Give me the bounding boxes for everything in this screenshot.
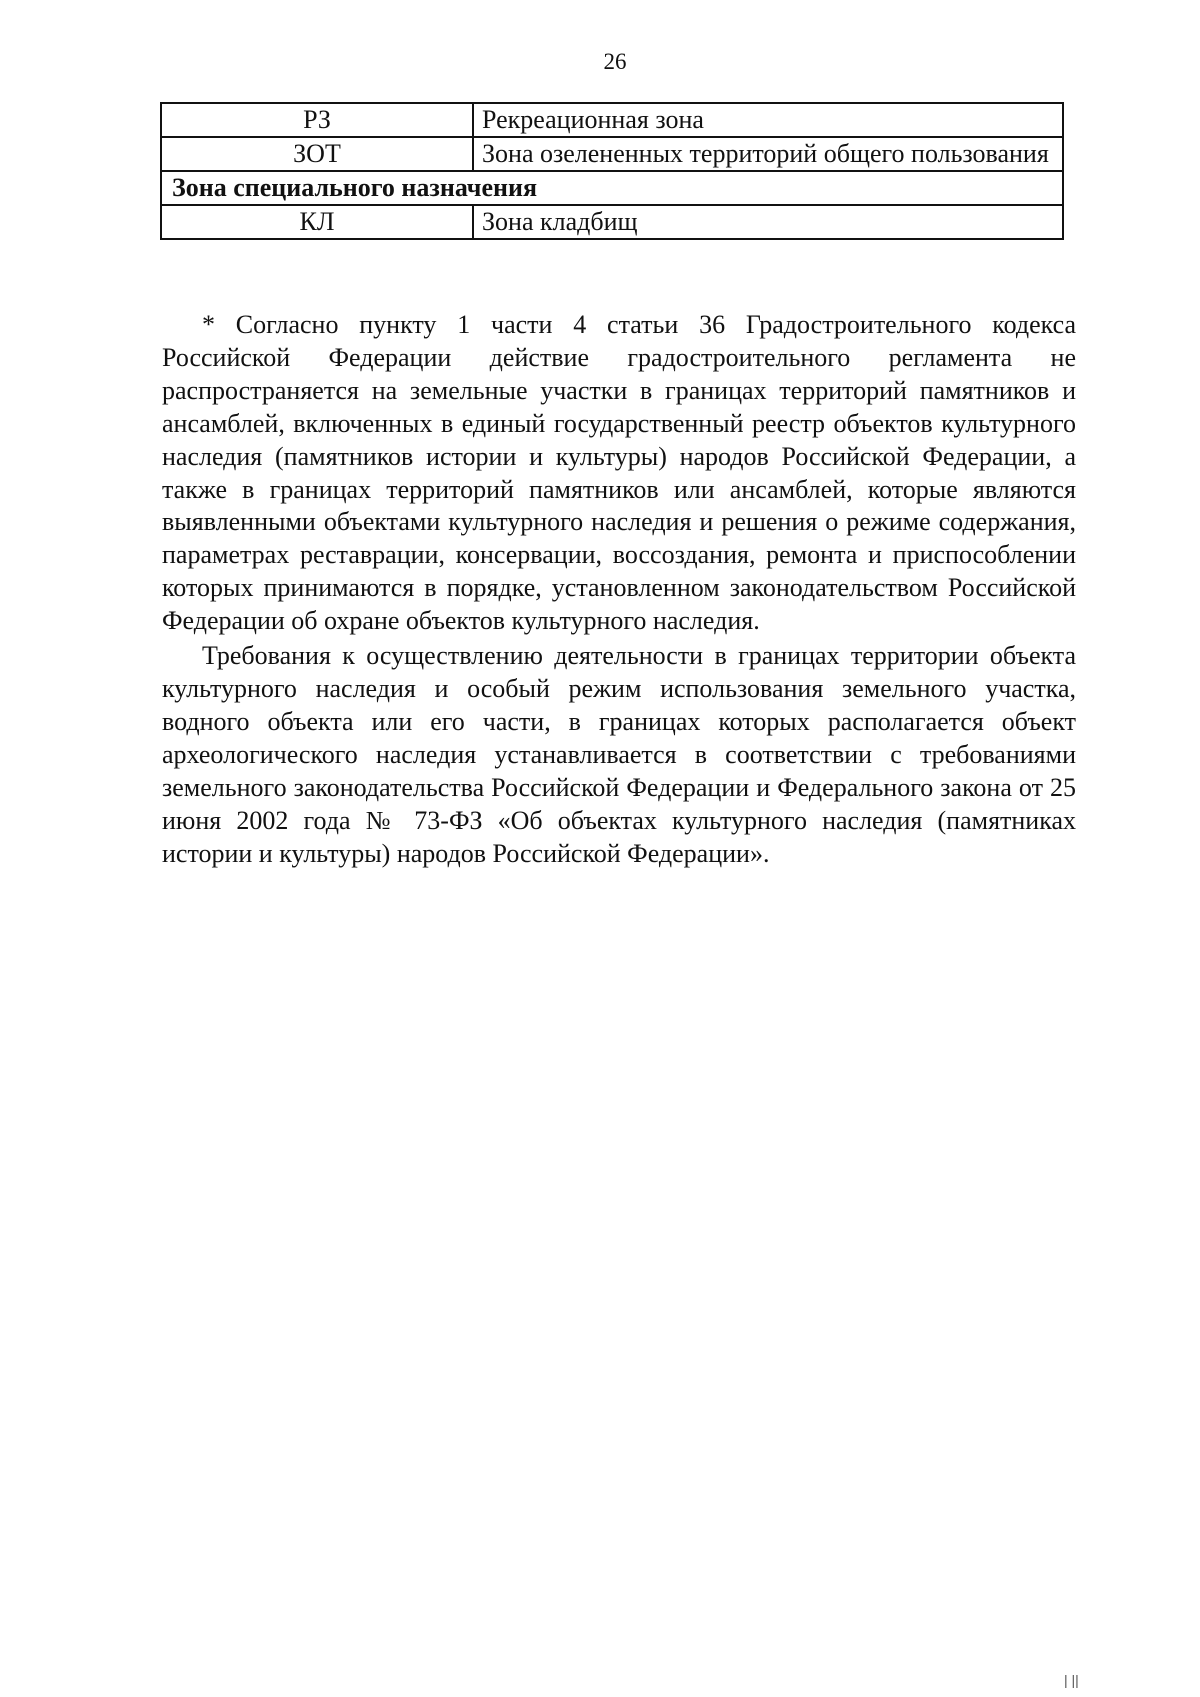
body-text bbox=[162, 309, 1076, 872]
scan-mark: | || bbox=[1064, 1672, 1079, 1688]
table-section-row bbox=[161, 171, 1063, 205]
zone-name: Зона кладбищ bbox=[473, 205, 1063, 239]
zones-table bbox=[160, 102, 1064, 240]
zone-code: ЗОТ bbox=[161, 137, 473, 171]
zone-name: Рекреационная зона bbox=[473, 103, 1063, 137]
zone-name: Зона озелененных территорий общего пользования bbox=[473, 137, 1063, 171]
table-row bbox=[161, 205, 1063, 239]
zone-code: РЗ bbox=[161, 103, 473, 137]
table-row bbox=[161, 137, 1063, 171]
zone-code: КЛ bbox=[161, 205, 473, 239]
footnote-paragraph: * Согласно пункту 1 части 4 статьи 36 Градостроительного кодекса Российской Федерации действие градостроительного регламента не распространяется на земельные участки в границах территорий памятников и ансамблей, включенных в единый государственный реестр объектов культурного наследия (памятников истории и культуры) народов Российской Федерации, а также в границах территорий памятников или ансамблей, которые являются выявленными объектами культурного наследия и решения о режиме содержания, параметрах реставрации, консервации, воссоздания, ремонта и приспособлении которых принимаются в порядке, установленном законодательством Российской Федерации об охране объектов культурного наследия. bbox=[162, 310, 1076, 636]
page-number: 26 bbox=[603, 49, 627, 74]
table-row bbox=[161, 103, 1063, 137]
requirements-paragraph: Требования к осуществлению деятельности в границах территории объекта культурного наследия и особый режим использования земельного участка, водного объекта или его части, в границах которых располагается объект археологического наследия устанавливается в соответствии с требованиями земельного законодательства Российской Федерации и Федерального закона от 25 июня 2002 года № 73-ФЗ «Об объектах культурного наследия (памятниках истории и культуры) народов Российской Федерации». bbox=[162, 641, 1076, 868]
zone-section-heading: Зона специального назначения bbox=[161, 171, 1063, 205]
